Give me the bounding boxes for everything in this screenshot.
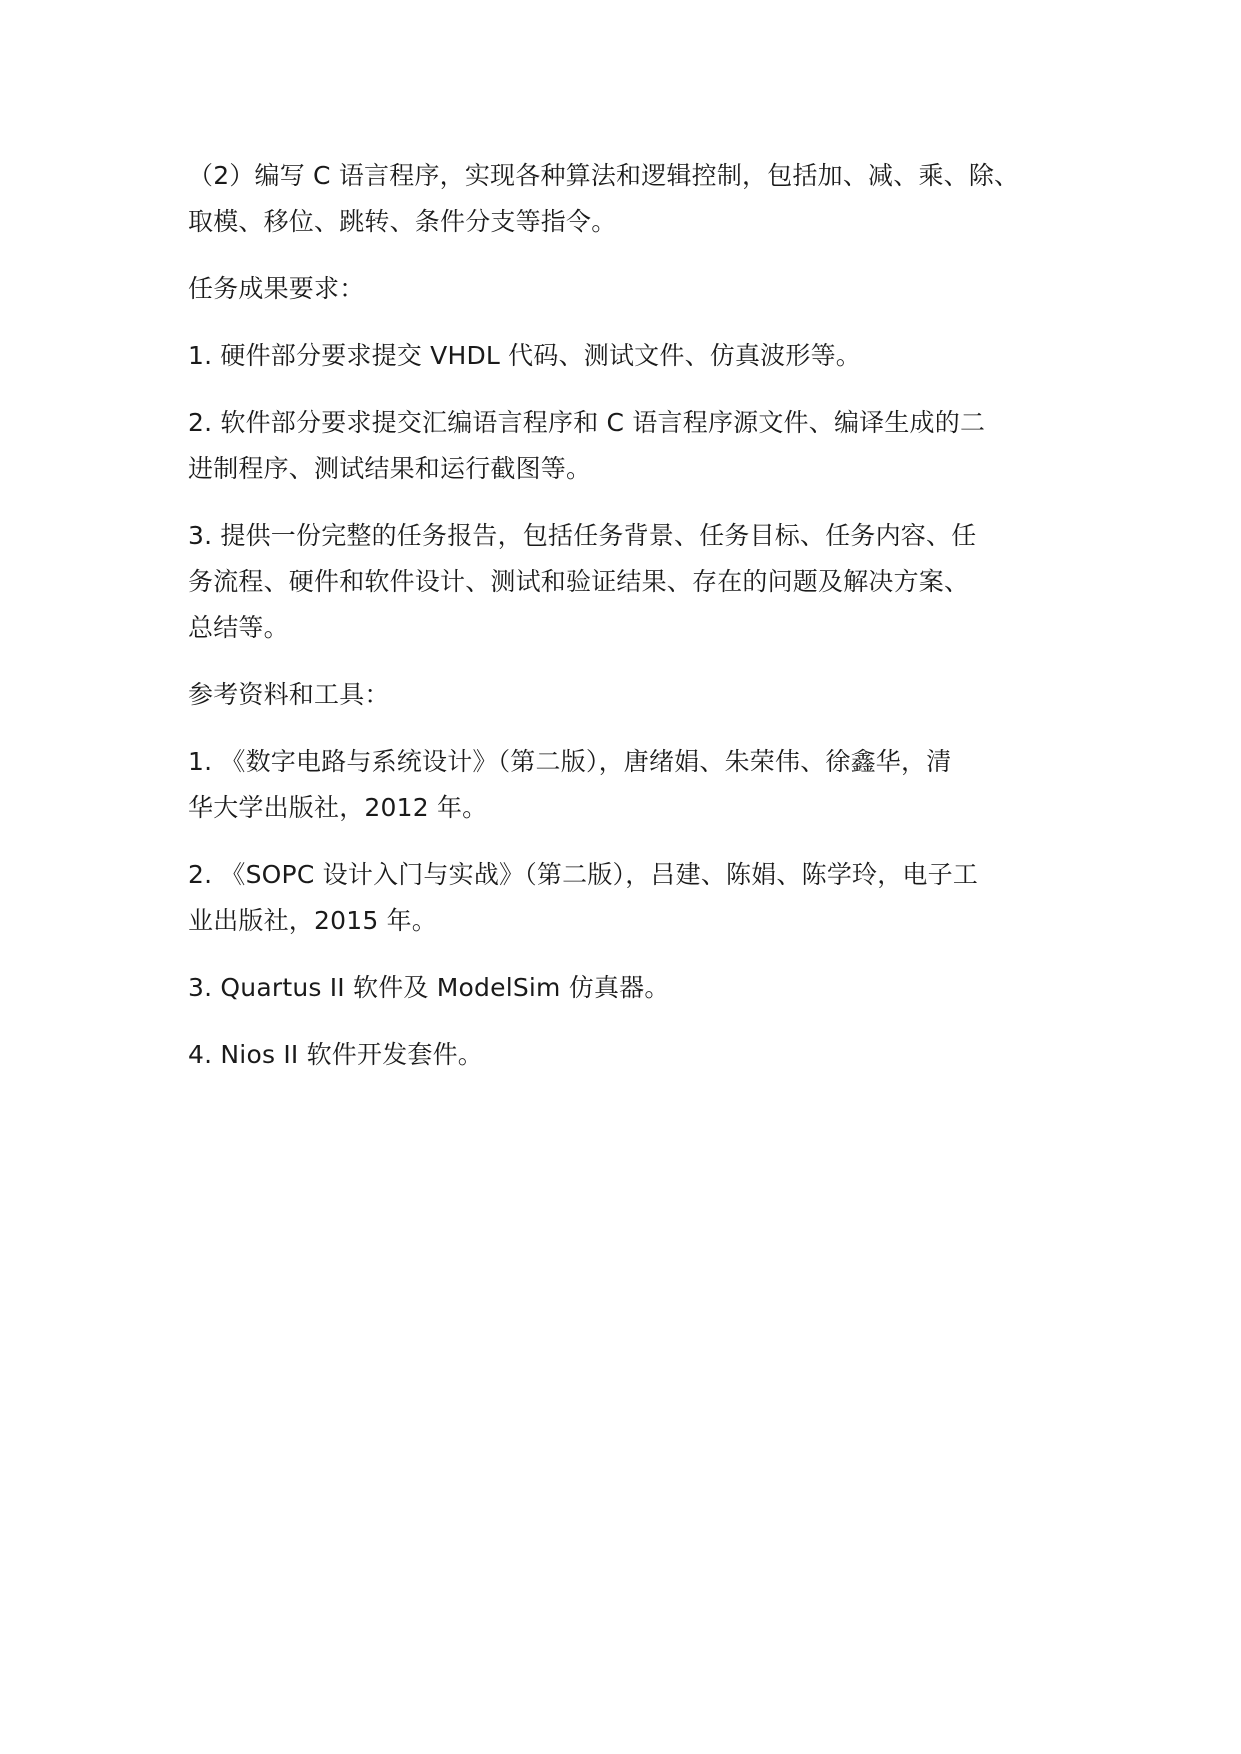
document-body: [188, 153, 1088, 1099]
list-item-report-deliverables: [188, 513, 1088, 651]
section-heading-deliverables: [188, 266, 1088, 312]
text-line: 取模、移位、跳转、条件分支等指令。: [188, 207, 617, 236]
list-item-hardware-deliverables: [188, 333, 1088, 379]
text-line: 进制程序、测试结果和运行截图等。: [188, 454, 592, 483]
text-line: 2. 《SOPC 设计入门与实战》（第二版），吕建、陈娟、陈学玲，电子工: [188, 860, 979, 889]
text-line: 华大学出版社，2012 年。: [188, 793, 488, 822]
paragraph-task-c-program: [188, 153, 1088, 245]
list-item-tool-quartus: [188, 965, 1088, 1011]
list-item-reference-book-1: [188, 739, 1088, 831]
text-line: 任务成果要求：: [188, 274, 365, 303]
text-line: 总结等。: [188, 613, 289, 642]
list-item-reference-book-2: [188, 852, 1088, 944]
text-line: 1. 《数字电路与系统设计》（第二版），唐绪娟、朱荣伟、徐鑫华，清: [188, 747, 952, 776]
text-line: 1. 硬件部分要求提交 VHDL 代码、测试文件、仿真波形等。: [188, 341, 861, 370]
list-item-tool-nios: [188, 1032, 1088, 1078]
list-item-software-deliverables: [188, 400, 1088, 492]
text-line: 2. 软件部分要求提交汇编语言程序和 C 语言程序源文件、编译生成的二: [188, 408, 986, 437]
text-line: 3. 提供一份完整的任务报告，包括任务背景、任务目标、任务内容、任: [188, 521, 977, 550]
text-line: 务流程、硬件和软件设计、测试和验证结果、存在的问题及解决方案、: [188, 567, 970, 596]
text-line: 3. Quartus II 软件及 ModelSim 仿真器。: [188, 973, 670, 1002]
text-line: 参考资料和工具：: [188, 680, 390, 709]
text-line: 业出版社，2015 年。: [188, 906, 437, 935]
text-line: （2）编写 C 语言程序，实现各种算法和逻辑控制，包括加、减、乘、除、: [188, 161, 1020, 190]
text-line: 4. Nios II 软件开发套件。: [188, 1040, 484, 1069]
section-heading-references: [188, 672, 1088, 718]
